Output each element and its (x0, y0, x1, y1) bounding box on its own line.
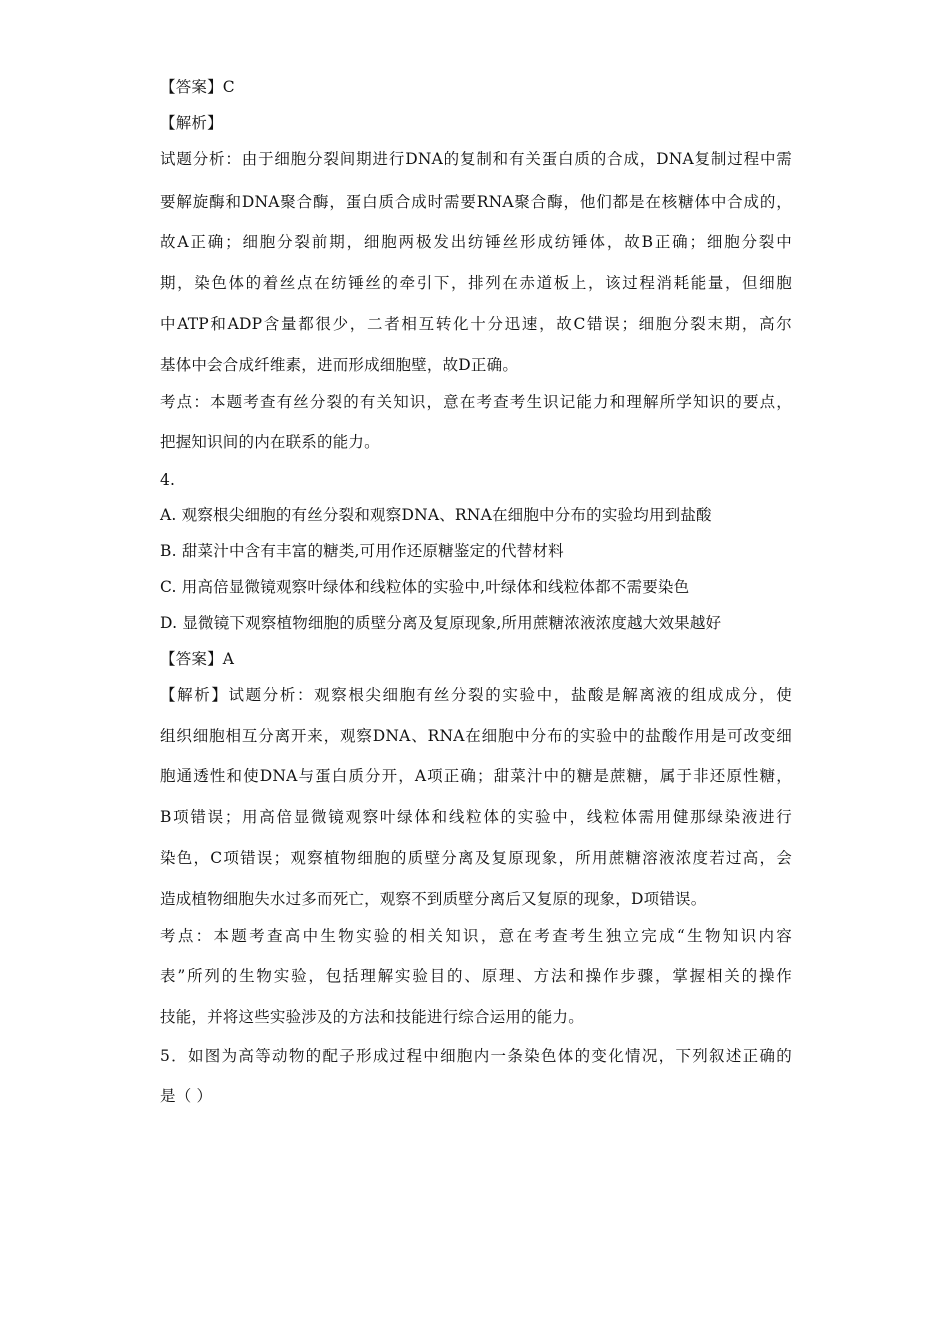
q3-analysis-line: 基体中会合成纤维素，进而形成细胞壁，故D正确。 (160, 356, 519, 374)
q3-analysis-line: 期，染色体的着丝点在纺锤丝的牵引下，排列在赤道板上，该过程消耗能量，但细胞 (160, 274, 792, 292)
q3-analysis-line: 中ATP和ADP含量都很少，二者相互转化十分迅速，故C错误；细胞分裂末期，高尔 (160, 315, 792, 333)
q4-number: 4. (160, 471, 176, 489)
q4-option-a: A. 观察根尖细胞的有丝分裂和观察DNA、RNA在细胞中分布的实验均用到盐酸 (160, 506, 712, 524)
q4-kaodian-line: 技能，并将这些实验涉及的方法和技能进行综合运用的能力。 (160, 1008, 584, 1026)
q3-answer: 【答案】C (160, 78, 235, 96)
q4-analysis-line: 造成植物细胞失水过多而死亡，观察不到质壁分离后又复原的现象，D项错误。 (160, 890, 707, 908)
q5-stem-line: 5．如图为高等动物的配子形成过程中细胞内一条染色体的变化情况，下列叙述正确的 (160, 1047, 792, 1065)
q4-analysis-line: 染色，C项错误；观察植物细胞的质壁分离及复原现象，所用蔗糖溶液浓度若过高，会 (160, 849, 792, 867)
q4-kaodian-line: 表”所列的生物实验，包括理解实验目的、原理、方法和操作步骤，掌握相关的操作 (160, 967, 792, 985)
q3-analysis-line: 故A正确；细胞分裂前期，细胞两极发出纺锤丝形成纺锤体，故B正确；细胞分裂中 (160, 233, 792, 251)
q4-analysis-line: 【解析】试题分析：观察根尖细胞有丝分裂的实验中，盐酸是解离液的组成成分，使 (160, 686, 792, 704)
q3-analysis-line: 试题分析：由于细胞分裂间期进行DNA的复制和有关蛋白质的合成，DNA复制过程中需 (160, 150, 792, 168)
q4-answer: 【答案】A (160, 650, 235, 668)
q3-kaodian-line: 把握知识间的内在联系的能力。 (160, 433, 380, 451)
q4-analysis-line: 组织细胞相互分离开来，观察DNA、RNA在细胞中分布的实验中的盐酸作用是可改变细 (160, 727, 792, 745)
q4-kaodian-line: 考点：本题考查高中生物实验的相关知识，意在考查考生独立完成“生物知识内容 (160, 927, 792, 945)
q3-analysis-heading: 【解析】 (160, 114, 223, 132)
q3-analysis-line: 要解旋酶和DNA聚合酶，蛋白质合成时需要RNA聚合酶，他们都是在核糖体中合成的， (160, 193, 792, 211)
q4-analysis-line: B项错误；用高倍显微镜观察叶绿体和线粒体的实验中，线粒体需用健那绿染液进行 (160, 808, 792, 826)
q4-option-c: C. 用高倍显微镜观察叶绿体和线粒体的实验中,叶绿体和线粒体都不需要染色 (160, 578, 690, 596)
q5-stem-line: 是（ ） (160, 1087, 213, 1105)
q4-option-d: D. 显微镜下观察植物细胞的质壁分离及复原现象,所用蔗糖浓液浓度越大效果越好 (160, 614, 722, 632)
q4-analysis-line: 胞通透性和使DNA与蛋白质分开，A项正确；甜菜汁中的糖是蔗糖，属于非还原性糖， (160, 767, 792, 785)
q3-kaodian-line: 考点：本题考查有丝分裂的有关知识，意在考查考生识记能力和理解所学知识的要点， (160, 393, 792, 411)
q4-option-b: B. 甜菜汁中含有丰富的糖类,可用作还原糖鉴定的代替材料 (160, 542, 564, 560)
